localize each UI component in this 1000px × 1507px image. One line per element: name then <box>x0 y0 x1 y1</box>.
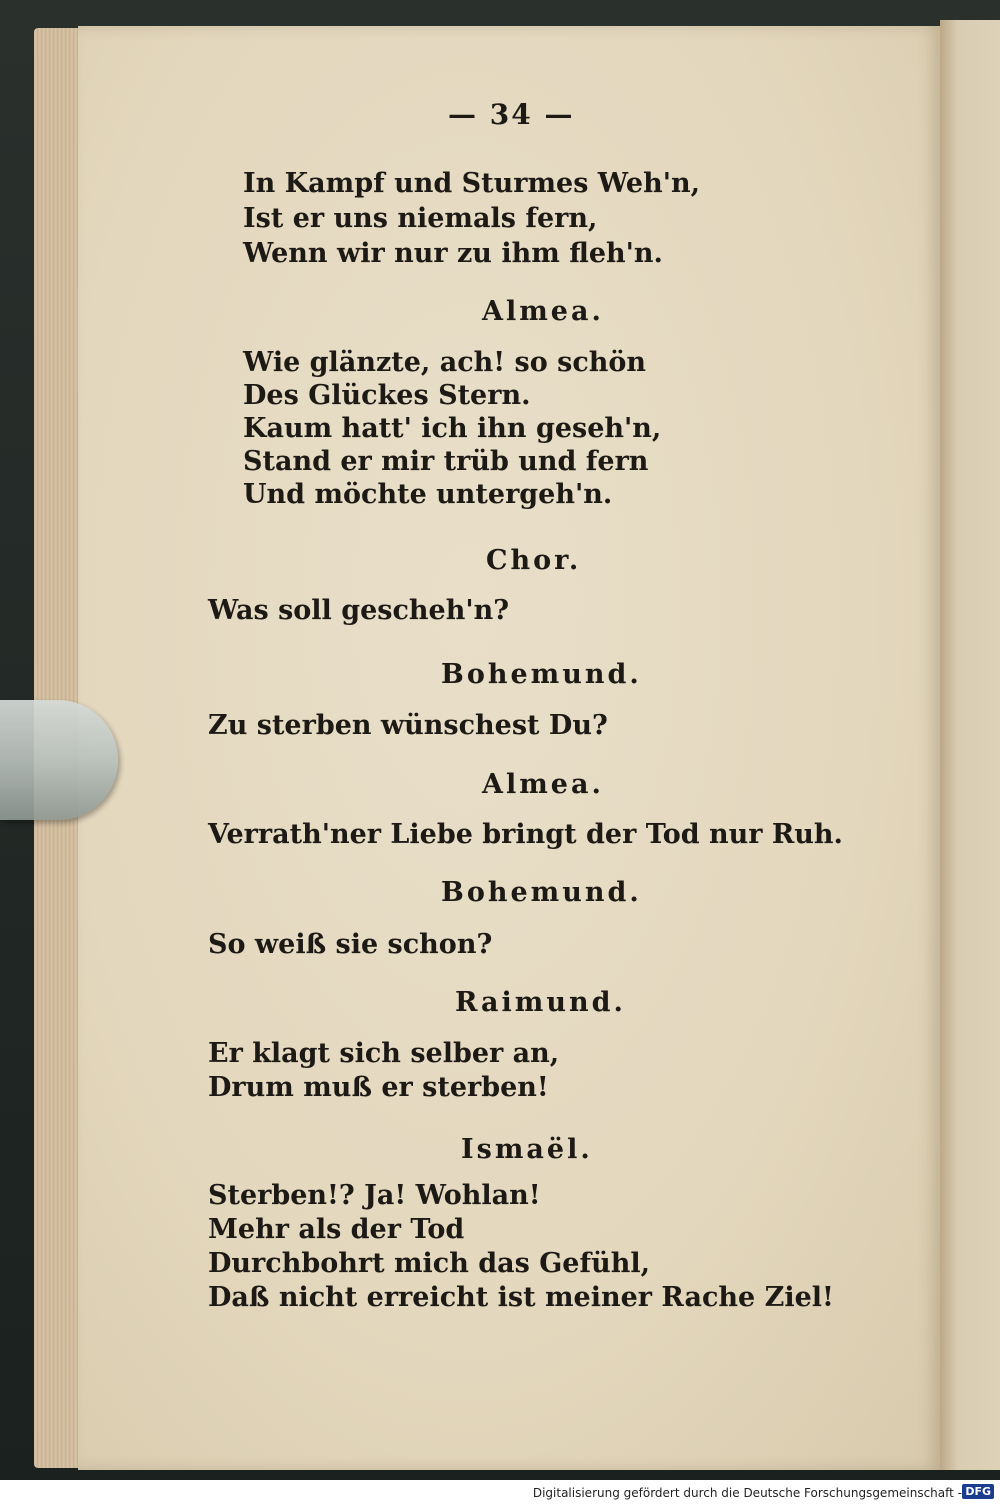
verse-line: Ist er uns niemals fern, <box>243 203 598 234</box>
verse-line: Des Glückes Stern. <box>243 380 531 411</box>
verse-line: Mehr als der Tod <box>208 1214 465 1245</box>
verse-line: Wenn wir nur zu ihm fleh'n. <box>243 238 663 269</box>
speaker-name: Ismaël. <box>461 1134 593 1165</box>
facing-page <box>940 20 1000 1470</box>
speaker-name: Almea. <box>482 769 604 800</box>
verse-line: Sterben!? Ja! Wohlan! <box>208 1180 541 1211</box>
speaker-name: Almea. <box>482 296 604 327</box>
page-clip <box>0 700 118 820</box>
speaker-name: Bohemund. <box>441 877 642 908</box>
verse-line: Was soll gescheh'n? <box>208 595 510 626</box>
verse-line: Daß nicht erreicht ist meiner Rache Ziel! <box>208 1282 834 1313</box>
verse-line: Kaum hatt' ich ihn geseh'n, <box>243 413 662 444</box>
verse-line: Durchbohrt mich das Gefühl, <box>208 1248 650 1279</box>
verse-line: Stand er mir trüb und fern <box>243 446 649 477</box>
verse-line: Zu sterben wünschest Du? <box>208 710 608 741</box>
verse-line: In Kampf und Sturmes Weh'n, <box>243 168 701 199</box>
dfg-logo: DFG <box>962 1484 994 1499</box>
speaker-name: Bohemund. <box>441 659 642 690</box>
verse-line: Drum muß er sterben! <box>208 1072 549 1103</box>
verse-line: Er klagt sich selber an, <box>208 1038 560 1069</box>
verse-line: Wie glänzte, ach! so schön <box>243 347 647 378</box>
speaker-name: Raimund. <box>455 987 626 1018</box>
verse-line: Verrath'ner Liebe bringt der Tod nur Ruh. <box>208 819 843 850</box>
verse-line: So weiß sie schon? <box>208 929 493 960</box>
speaker-name: Chor. <box>486 545 582 576</box>
page-number: — 34 — <box>448 98 575 131</box>
verse-line: Und möchte untergeh'n. <box>243 479 613 510</box>
digitization-credit: Digitalisierung gefördert durch die Deutsche Forschungsgemeinschaft - <box>532 1486 962 1500</box>
